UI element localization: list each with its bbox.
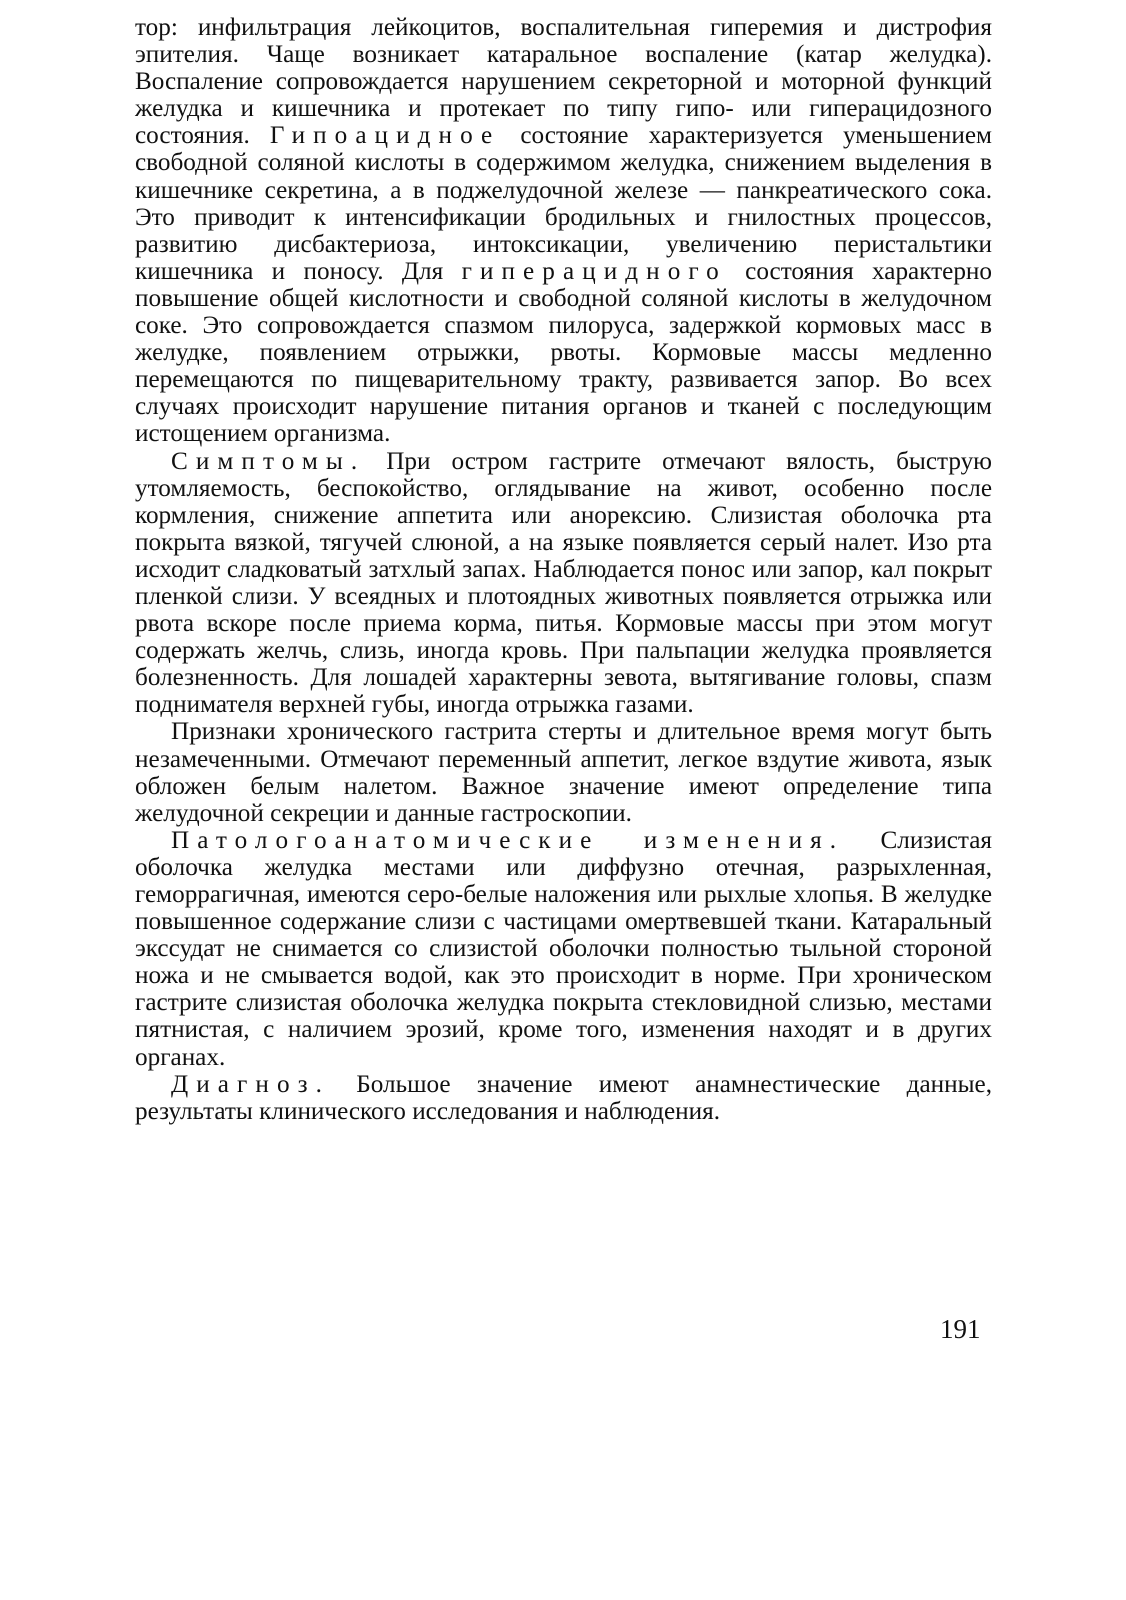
paragraph-text: тор: инфильтрация лейкоцитов, воспалительная гиперемия и дистрофия эпителия. Чаще возникает катаральное воспаление (катар желудка). Воспаление сопровождается нарушением секреторной и моторной функций желудка и кишечника и протекает по типу гипо- или гиперацидозного состояния. <box>135 14 992 150</box>
paragraph-text: состояния характерно повышение общей кислотности и свободной соляной кислоты в желудочном соке. Это сопровождается спазмом пилоруса, задержкой кормовых масс в желудке, появлением отрыжки, рвоты. Кормовые массы медленно перемещаются по пищеварительному тракту, развивается запор. Во всех случаях происходит нарушение питания органов и тканей с последующим истощением организма. <box>135 257 992 448</box>
paragraph-chronic <box>135 718 992 826</box>
page-body <box>135 14 992 1125</box>
spaced-term-hypoacid: Гипоацидное <box>269 122 501 150</box>
paragraph-pathology <box>135 827 992 1071</box>
section-heading-diagnosis: Диагноз. <box>171 1070 331 1098</box>
paragraph-text: При остром гастрите отмечают вялость, быструю утомляемость, беспокойство, оглядывание на живот, особенно после кормления, снижение аппетита или анорексию. Слизистая оболочка рта покрыта вязкой, тягучей слюной, а на языке появляется серый налет. Изо рта исходит сладковатый затхлый запах. Наблюдается понос или запор, кал покрыт пленкой слизи. У всеядных и плотоядных животных появляется отрыжка или рвота вскоре после приема корма, питья. Кормовые массы при этом могут содержать желчь, слизь, иногда кровь. При пальпации желудка проявляется болезненность. Для лошадей характерны зевота, вытягивание головы, спазм поднимателя верхней губы, иногда отрыжка газами. <box>135 447 992 719</box>
paragraph-diagnosis <box>135 1071 992 1125</box>
spaced-term-hyperacid: гиперацидного <box>461 257 727 285</box>
paragraph-text: Признаки хронического гастрита стерты и длительное время могут быть незамеченными. Отмечают переменный аппетит, легкое вздутие живота, язык обложен белым налетом. Важное значение имеют определение типа желудочной секреции и данные гастроскопии. <box>135 718 992 827</box>
paragraph-text: Большое значение имеют анамнестические данные, результаты клинического исследования и наблюдения. <box>135 1070 992 1125</box>
paragraph-text: Слизистая оболочка желудка местами или диффузно отечная, разрыхленная, геморрагичная, имеются серо-белые наложения или рыхлые хлопья. В желудке повышенное содержание слизи с частицами омертвевшей ткани. Катаральный экссудат не снимается со слизистой оболочки полностью тыльной стороной ножа и не смывается водой, как это происходит в норме. При хроническом гастрите слизистая оболочка желудка покрыта стекловидной слизью, местами пятнистая, с наличием эрозий, кроме того, изменения находят и в других органах. <box>135 826 992 1071</box>
paragraph-symptoms <box>135 448 992 719</box>
section-heading-pathology: Патологоанатомические изменения. <box>171 826 845 854</box>
paragraph-text: состояние характеризуется уменьшением свободной соляной кислоты в содержимом желудка, снижением выделения в кишечнике секретина, а в поджелудочной железе — панкреатического сока. Это приводит к интенсификации бродильных и гнилостных процессов, развитию дисбактериоза, интоксикации, увеличению перистальтики кишечника и поносу. Для <box>135 122 992 285</box>
paragraph-continuation <box>135 14 992 448</box>
page-number: 191 <box>940 1314 981 1344</box>
section-heading-symptoms: Симптомы. <box>171 447 366 475</box>
